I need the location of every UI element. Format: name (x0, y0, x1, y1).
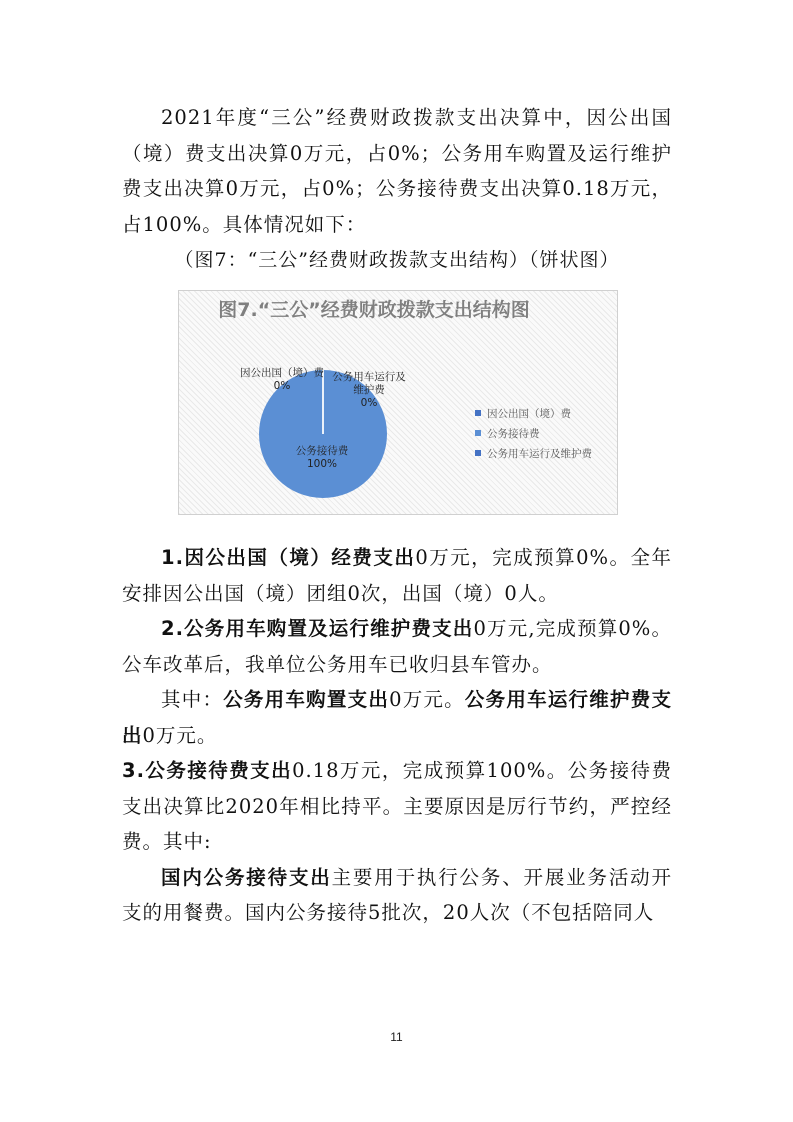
slice-label-pct: 100% (306, 458, 338, 470)
document-body (122, 100, 672, 931)
legend-swatch (475, 430, 481, 436)
intro-paragraph: 2021年度“三公”经费财政拨款支出决算中，因公出国（境）费支出决算0万元，占0%；公务用车购置及运行维护费支出决算0万元，占0%；公务接待费支出决算0.18万元，占100%。具体情况如下： (122, 106, 672, 236)
domestic-reception-text: 主要用于执行公务、开展业务活动开支的用餐费。国内公务接待5批次，20人次（不包括陪同人 (122, 865, 672, 924)
vehicle-heading: 2.公务用车购置及运行维护费支出 (161, 617, 474, 640)
vehicle-detail-prefix: 其中： (161, 688, 224, 711)
pie-chart (178, 290, 618, 515)
slice-label-name: 公务接待费 (295, 445, 349, 457)
vehicle-text: 0万元,完成预算0%。公车改革后，我单位公务用车已收归县车管办。 (122, 617, 672, 676)
outbound-text: 0万元，完成预算0%。全年安排因公出国（境）团组0次，出国（境）0人。 (122, 546, 672, 605)
slice-label-reception (277, 445, 367, 471)
chart-legend (475, 403, 592, 463)
reception-paragraph (122, 753, 672, 860)
vehicle-paragraph (122, 611, 672, 682)
legend-swatch (475, 410, 481, 416)
vehicle-detail-paragraph (122, 682, 672, 753)
vehicle-maintenance-text: 0万元。 (142, 723, 218, 747)
legend-swatch (475, 450, 481, 456)
slice-label-pct: 0% (360, 397, 378, 409)
slice-label-vehicle (329, 371, 409, 410)
page-number: 11 (390, 1030, 403, 1044)
chart-title: 图7.“三公”经费财政拨款支出结构图 (218, 299, 530, 321)
legend-item (475, 403, 592, 423)
legend-item (475, 443, 592, 463)
vehicle-purchase-heading: 公务用车购置支出 (223, 688, 390, 711)
domestic-reception-paragraph (122, 860, 672, 931)
outbound-heading: 1.因公出国（境）经费支出 (161, 546, 416, 569)
legend-label: 因公出国（境）费 (487, 407, 571, 420)
legend-item (475, 423, 592, 443)
legend-label: 公务接待费 (487, 427, 540, 440)
domestic-reception-heading: 国内公务接待支出 (161, 865, 332, 889)
reception-text: 0.18万元，完成预算100%。公务接待费支出决算比2020年相比持平。主要原因是厉行节约，严控经费。其中: (122, 759, 672, 853)
reception-heading: 3.公务接待费支出 (122, 759, 293, 782)
slice-label-name: 因公出国（境）费 (240, 367, 324, 379)
vehicle-maintenance-heading: 公务用车运行维护费支出 (122, 688, 672, 747)
outbound-paragraph (122, 540, 672, 611)
slice-label-pct: 0% (273, 380, 291, 392)
slice-label-outbound (237, 367, 327, 393)
slice-label-name: 公务用车运行及维护费 (332, 371, 406, 396)
legend-label: 公务用车运行及维护费 (487, 447, 592, 460)
figure-caption: （图7：“三公”经费财政拨款支出结构）（饼状图） (174, 249, 620, 271)
vehicle-purchase-text: 0万元。 (389, 688, 465, 711)
